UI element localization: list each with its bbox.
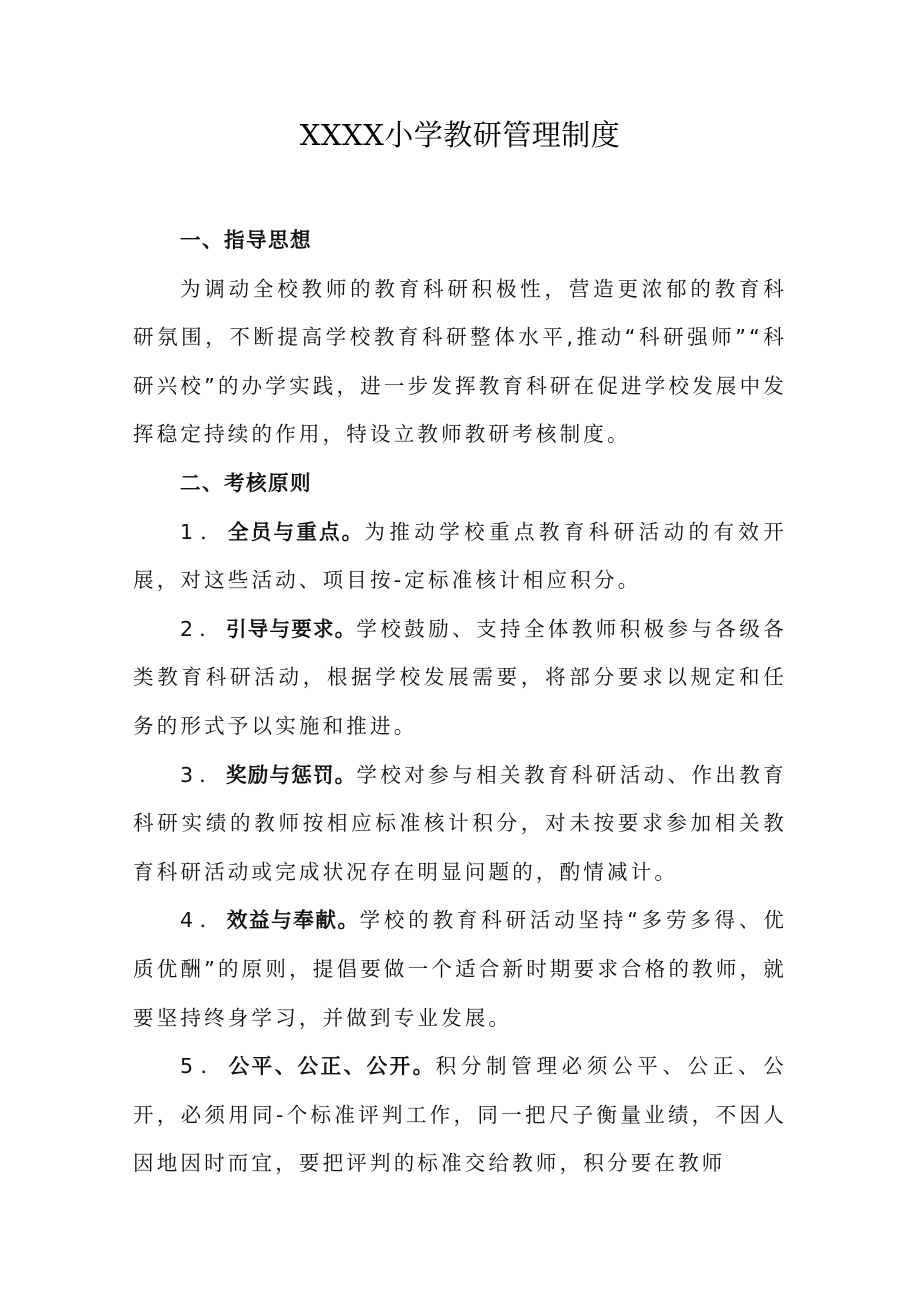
document-body [133,216,787,1188]
principle-item-2 [133,605,787,751]
principle-number: 2． [180,616,227,641]
principle-lead: 公平、公正、公开。 [228,1054,436,1079]
principle-number: 3． [180,762,227,787]
principle-lead: 引导与要求。 [226,616,357,641]
principle-text: 积分制管理必须公平、公正、公开，必须用同-个标准评判工作，同一把尺子衡量业绩，不因人因地因时而宜，要把评判的标准交给教师，积分要在教师 [133,1054,788,1176]
principle-item-3 [133,751,787,897]
section-heading-assessment-principles: 二、考核原则 [180,470,312,495]
principle-text: 学校的教育科研活动坚持“多劳多得、优质优酬”的原则，提倡要做一个适合新时期要求合格的教师，就要坚持终身学习，并做到专业发展。 [133,908,788,1030]
principle-text: 学校对参与相关教育科研活动、作出教育科研实绩的教师按相应标准核计积分，对未按要求参加相关教育科研活动或完成状况存在明显问题的，酌情减计。 [133,762,787,884]
paragraph-guiding-ideology: 为调动全校教师的教育科研积极性，营造更浓郁的教育科研氛围，不断提高学校教育科研整体水平,推动“科研强师”“科研兴校”的办学实践，进一步发挥教育科研在促进学校发展中发挥稳定持续的作用，特设立教师教研考核制度。 [133,276,787,447]
principle-number: 4． [180,908,227,933]
principle-item-5 [133,1042,787,1188]
section-heading-guiding-ideology: 一、指导思想 [180,228,312,252]
document-title: XXXX小学教研管理制度 [299,118,621,152]
principle-item-4 [133,896,787,1042]
principle-lead: 全员与重点。 [228,519,365,544]
principle-item-1 [133,508,787,605]
principle-number: 5． [180,1054,229,1079]
principle-lead: 奖励与惩罚。 [226,762,357,787]
principle-text: 为推动学校重点教育科研活动的有效开展，对这些活动、项目按-定标准核计相应积分。 [133,519,788,593]
principle-lead: 效益与奉献。 [226,908,360,933]
principle-number: 1． [180,519,229,544]
principle-text: 学校鼓励、支持全体教师积极参与各级各类教育科研活动，根据学校发展需要，将部分要求以规定和任务的形式予以实施和推进。 [133,616,787,738]
